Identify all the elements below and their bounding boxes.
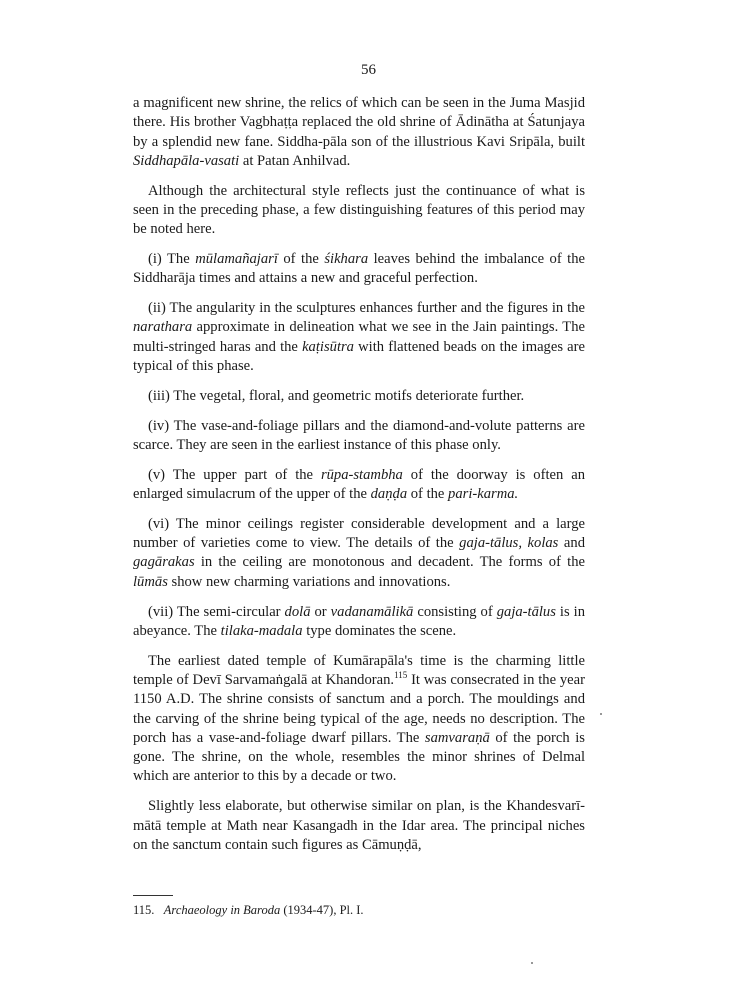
paragraph [133, 250, 585, 289]
scan-speck [600, 713, 602, 715]
footnote-number: 115. [133, 903, 155, 917]
italic-term: lūmās [133, 573, 168, 590]
text-run: type dominates the scene. [302, 622, 457, 639]
text-run: of the [407, 486, 449, 503]
paragraph [133, 94, 585, 171]
text-run: of the doorway is often an enlarged simulacrum of the upper of the [133, 466, 585, 503]
footnote-ref: 115 [394, 670, 408, 681]
footnote-citation: (1934-47), Pl. I. [280, 903, 364, 917]
paragraph [133, 387, 585, 406]
text-run: (iii) The vegetal, floral, and geometric motifs deteriorate further. [148, 387, 525, 404]
scan-speck [531, 962, 533, 964]
italic-term: narathara [133, 319, 193, 336]
paragraph [133, 515, 585, 592]
italic-term: śikhara [324, 251, 369, 268]
italic-term: rūpa-stambha [320, 466, 403, 483]
text-run: (vi) The minor ceilings register considerable development and a large number of varieties come to view. The details of the [133, 515, 585, 552]
body-text [133, 94, 585, 866]
text-run: with flattened beads on the images are typical of this phase. [133, 338, 585, 375]
text-run: leaves behind the imbalance of the Siddharāja times and attains a new and graceful perfection. [133, 251, 586, 287]
footnote-divider [133, 895, 173, 896]
italic-term: samvaraṇā [424, 729, 490, 746]
paragraph [133, 182, 585, 240]
text-run: It was consecrated in the year 1150 A.D. The shrine consists of sanctum and a porch. The mouldings and the carving of the shrine being typical of the age, needs no description. The porch has a vase-and-foliage dwarf pillars. The [133, 671, 585, 746]
text-run: (vii) The semi-circular [148, 603, 285, 620]
italic-term: tilaka-madala [220, 622, 303, 639]
italic-term: vadanamālikā [330, 603, 414, 620]
italic-term: Siddhapāla-vasati [133, 152, 240, 169]
text-run: a magnificent new shrine, the relics of which can be seen in the Juma Masjid there. His brother Vagbhaṭṭa replaced the old shrine of Ādinātha at Śatunjaya by a splendid new fane. Siddha-pāla son of the illustrious Kavi Sripāla, built [133, 95, 585, 150]
text-run: at Patan Anhilvad. [239, 152, 351, 169]
text-run: consisting of [413, 603, 497, 620]
text-run: or [310, 603, 331, 620]
text-run: of the [277, 251, 325, 268]
text-run: (ii) The angularity in the sculptures enhances further and the figures in the [148, 300, 585, 317]
italic-term: daṇḍa [370, 486, 408, 503]
text-run: and [558, 535, 585, 552]
text-run: of the porch is gone. The shrine, on the whole, resembles the minor shrines of Delmal which are anterior to this by a decade or two. [133, 729, 585, 785]
text-run: Slightly less elaborate, but otherwise similar on plan, is the Khandesvarī-mātā temple at Math near Kasangadh in the Idar area. The principal niches on the sanctum contain such figures as Cāmuṇḍā, [133, 798, 585, 853]
italic-term: gaja-tālus, kolas [459, 535, 559, 552]
italic-term: mūlamañajarī [195, 251, 278, 268]
text-run: show new charming variations and innovations. [167, 573, 451, 590]
italic-term: dolā [284, 603, 311, 620]
text-run: (iv) The vase-and-foliage pillars and the diamond-and-volute patterns are scarce. They are seen in the earliest instance of this phase only. [133, 417, 585, 453]
footnote-title: Archaeology in Baroda [163, 903, 281, 917]
paragraph [133, 797, 585, 855]
text-run: (v) The upper part of the [148, 466, 321, 483]
text-run: The earliest dated temple of Kumārapāla's time is the charming little temple of Devī Sarvamaṅgalā at Khandoran. [133, 652, 585, 688]
text-run: is in abeyance. The [133, 603, 585, 639]
italic-term: gaja-tālus [496, 603, 556, 620]
paragraph [133, 466, 585, 505]
text-run: in the ceiling are monotonous and decadent. The forms of the [194, 554, 585, 571]
paragraph [133, 417, 585, 456]
text-run: approximate in delineation what we see in the Jain paintings. The multi-stringed haras and the [133, 319, 585, 355]
text-run: (i) The [148, 251, 196, 268]
page-number: 56 [361, 62, 376, 78]
paragraph [133, 299, 585, 376]
paragraph [133, 603, 585, 642]
italic-term: kaṭisūtra [302, 338, 354, 355]
paragraph [133, 652, 585, 787]
italic-term: pari-karma. [448, 486, 519, 503]
footnote [133, 903, 585, 918]
text-run: Although the architectural style reflects just the continuance of what is seen in the preceding phase, a few distinguishing features of this period may be noted here. [133, 182, 585, 238]
italic-term: gagārakas [133, 554, 195, 571]
